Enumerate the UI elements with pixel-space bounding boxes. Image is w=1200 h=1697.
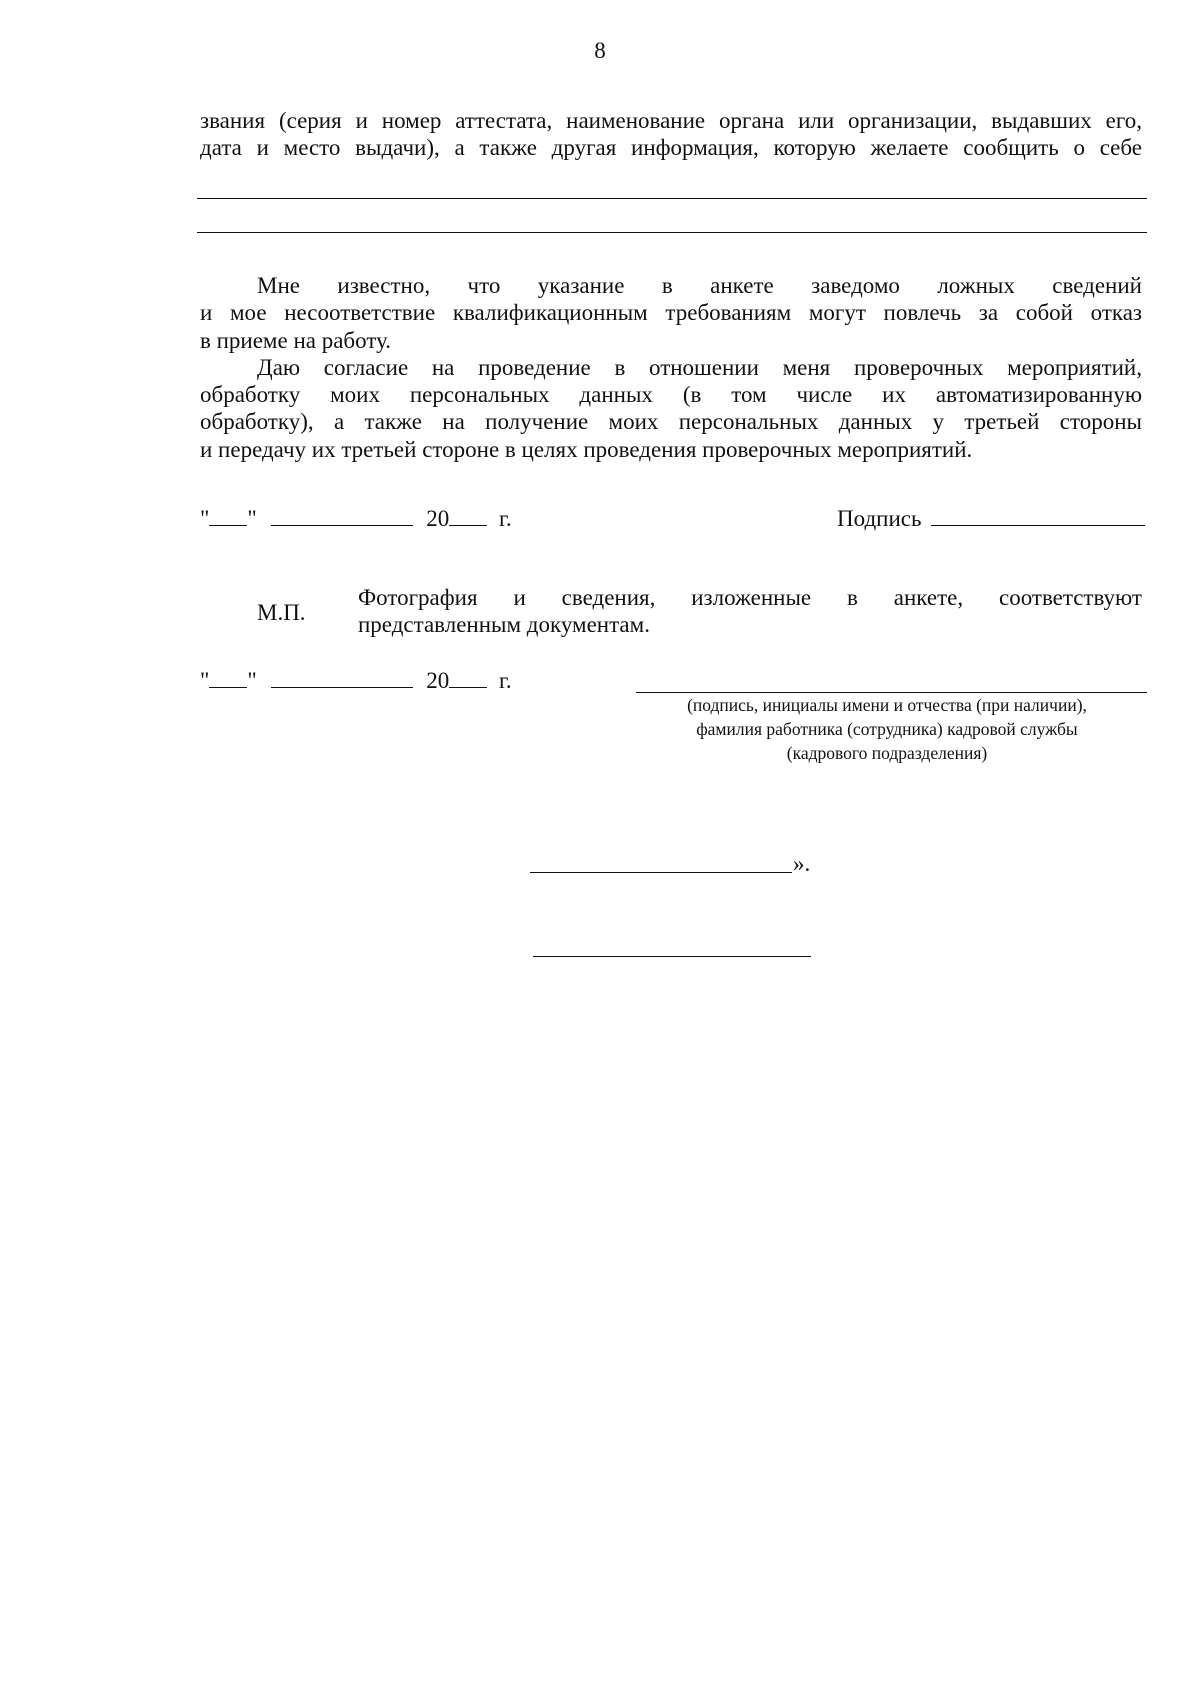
date-1-quote-open: " [200, 506, 210, 531]
declaration-section [200, 272, 1142, 463]
caption-line-2: фамилия работника (сотрудника) кадровой службы [696, 719, 1078, 739]
date-2-year-field[interactable] [449, 667, 487, 688]
declaration-p2-line-2: обработку моих персональных данных (в том числе их автоматизированную [200, 382, 1142, 408]
intro-line-1: звания (серия и номер аттестата, наименование органа или организации, выдавших его, [200, 108, 1142, 133]
date-2-quote-close: " [247, 668, 257, 693]
caption-line-3: (кадрового подразделения) [786, 743, 988, 763]
declaration-p2-line-4: и передачу их третьей стороне в целях проведения проверочных мероприятий. [200, 436, 973, 462]
signature-row-1 [837, 505, 1145, 532]
signature-label: Подпись [837, 506, 922, 531]
date-2-year-prefix: 20 [426, 668, 450, 693]
declaration-p2-line-3: обработку), а также на получение моих персональных данных у третьей стороны [200, 409, 1142, 435]
caption-line-1: (подпись, инициалы имени и отчества (при наличии), [687, 695, 1087, 715]
verification-line-1: Фотография и сведения, изложенные в анкете, соответствуют [358, 585, 1142, 610]
date-1-year-suffix: г. [499, 506, 512, 531]
date-1-year-field[interactable] [449, 505, 487, 526]
date-1-day-field[interactable] [209, 505, 247, 526]
date-2-day-field[interactable] [209, 667, 247, 688]
date-1-quote-close: " [247, 506, 257, 531]
intro-line-2: дата и место выдачи), а также другая информация, которую желаете сообщить о себе [200, 135, 1142, 160]
verification-text [358, 584, 1142, 639]
date-1-year-prefix: 20 [426, 506, 450, 531]
hr-signature-caption [632, 693, 1142, 765]
declaration-p1-line-3: в приеме на работу. [200, 327, 392, 353]
final-separator-rule [533, 956, 811, 957]
signature-field[interactable] [931, 505, 1145, 526]
fill-in-line-1[interactable] [197, 198, 1147, 199]
fill-in-line-2[interactable] [197, 232, 1147, 233]
date-2-month-field[interactable] [271, 667, 413, 688]
date-2-quote-open: " [200, 668, 210, 693]
declaration-p1-line-1: Мне известно, что указание в анкете заведомо ложных сведений [257, 273, 1142, 298]
date-2-year-suffix: г. [499, 668, 512, 693]
declaration-p1-line-2: и мое несоответствие квалификационным требованиям могут повлечь за собой отказ [200, 300, 1142, 326]
date-1-month-field[interactable] [271, 505, 413, 526]
stamp-label: М.П. [257, 600, 306, 625]
date-row-2 [200, 667, 512, 694]
page-number: 8 [594, 38, 606, 63]
closing-end-mark: ». [793, 851, 811, 876]
closing-rule [530, 872, 792, 873]
date-row-1 [200, 505, 512, 532]
verification-line-2: представленным документам. [358, 612, 650, 638]
declaration-p2-line-1: Даю согласие на проведение в отношении меня проверочных мероприятий, [257, 354, 1142, 380]
